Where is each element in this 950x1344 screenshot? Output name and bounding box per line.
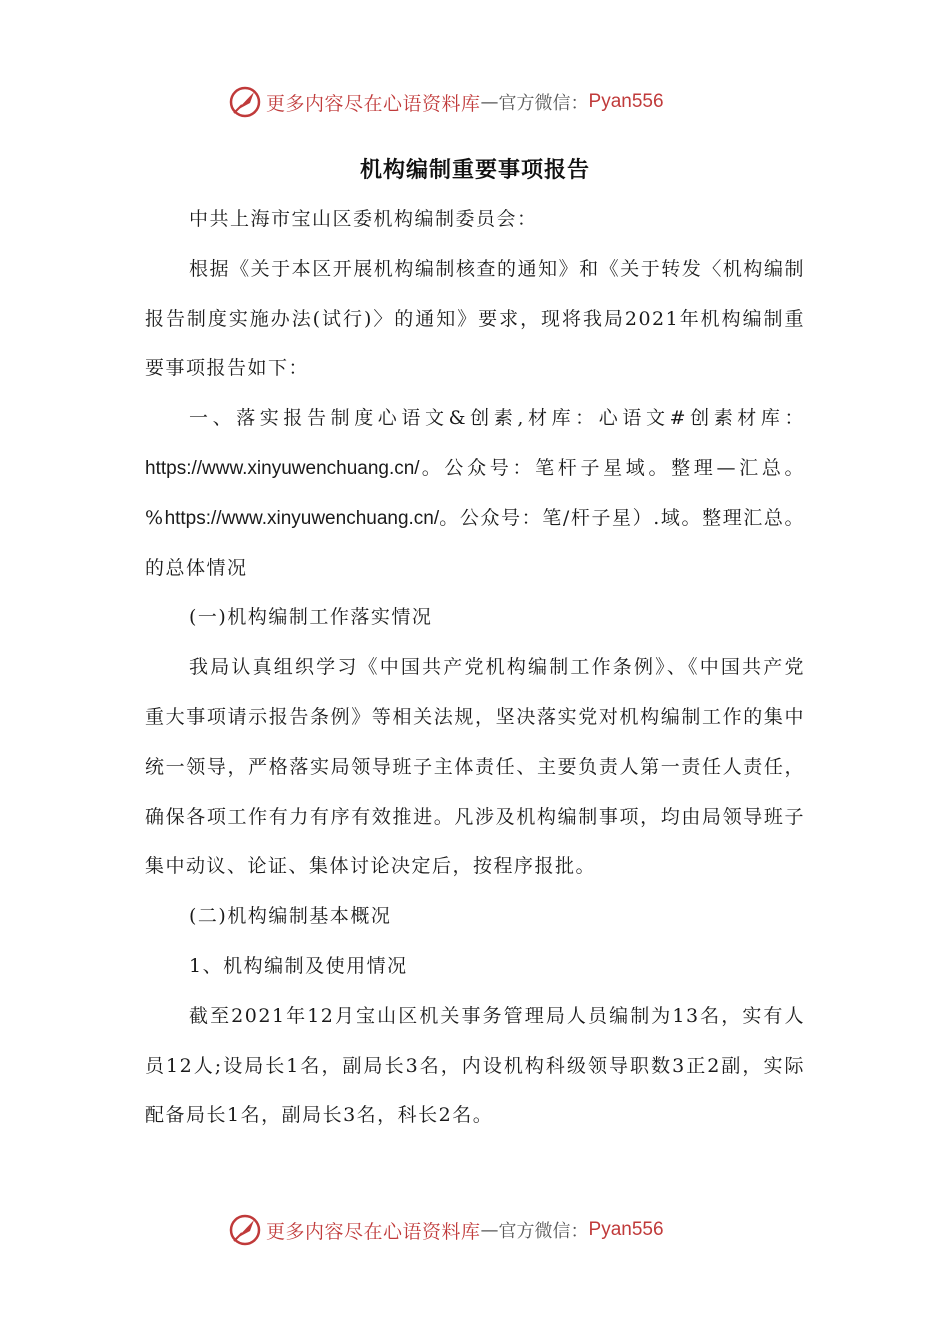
footer-watermark-banner xyxy=(228,1210,664,1250)
banner-text: 更多内容尽在心语资料库 xyxy=(266,92,481,115)
banner-official-label: 官方微信： xyxy=(498,93,589,114)
document-title: 机构编制重要事项报告 xyxy=(359,158,590,183)
banner-dash: — xyxy=(480,91,499,113)
section1-text-b: 。公众号：笔杆子星域。整理—汇总。% xyxy=(145,456,805,529)
salutation: 中共上海市宝山区委机构编制委员会： xyxy=(189,208,538,230)
url-link-2[interactable]: https://www.xinyuwenchuang.cn/ xyxy=(164,507,440,529)
banner-dash: — xyxy=(480,1219,499,1241)
section-heading-1 xyxy=(145,394,805,593)
banner-wechat-id: Pyan556 xyxy=(588,91,664,112)
subheading-1: (一)机构编制工作落实情况 xyxy=(189,606,433,629)
banner-wechat-id: Pyan556 xyxy=(588,1219,664,1240)
header-watermark-banner xyxy=(228,82,664,122)
paragraph-implementation: 我局认真组织学习《中国共产党机构编制工作条例》、《中国共产党重大事项请示报告条例》等相关法规，坚决落实党对机构编制工作的集中统一领导，严格落实局领导班子主体责任、主要负责人第一责任人责任，确保各项工作有力有序有效推进。凡涉及机构编制事项，均由局领导班子集中动议、论证、集体讨论决定后，按程序报批。 xyxy=(145,656,805,878)
url-link-1[interactable]: https://www.xinyuwenchuang.cn/ xyxy=(145,457,420,479)
section1-text-c: 。公众号：笔/杆子星）.域。整理汇总。的总体情况 xyxy=(145,506,805,579)
document-body xyxy=(145,195,805,1141)
quill-logo-icon xyxy=(228,85,262,119)
paragraph-intro: 根据《关于本区开展机构编制核查的通知》和《关于转发〈机构编制报告制度实施办法(试行)〉的通知》要求，现将我局2021年机构编制重要事项报告如下： xyxy=(145,257,805,380)
banner-text: 更多内容尽在心语资料库 xyxy=(266,1220,481,1243)
quill-logo-icon xyxy=(228,1213,262,1247)
subheading-2: (二)机构编制基本概况 xyxy=(189,905,392,928)
paragraph-staffing: 截至2021年12月宝山区机关事务管理局人员编制为13名，实有人员12人;设局长1名，副局长3名，内设机构科级领导职数3正2副，实际配备局长1名，副局长3名，科长2名。 xyxy=(145,1004,805,1127)
section1-text-a: 一、落实报告制度心语文&创素,材库：心语文#创素材库： xyxy=(189,407,805,430)
banner-official-label: 官方微信： xyxy=(498,1221,589,1242)
subheading-3: 1、机构编制及使用情况 xyxy=(189,954,408,977)
